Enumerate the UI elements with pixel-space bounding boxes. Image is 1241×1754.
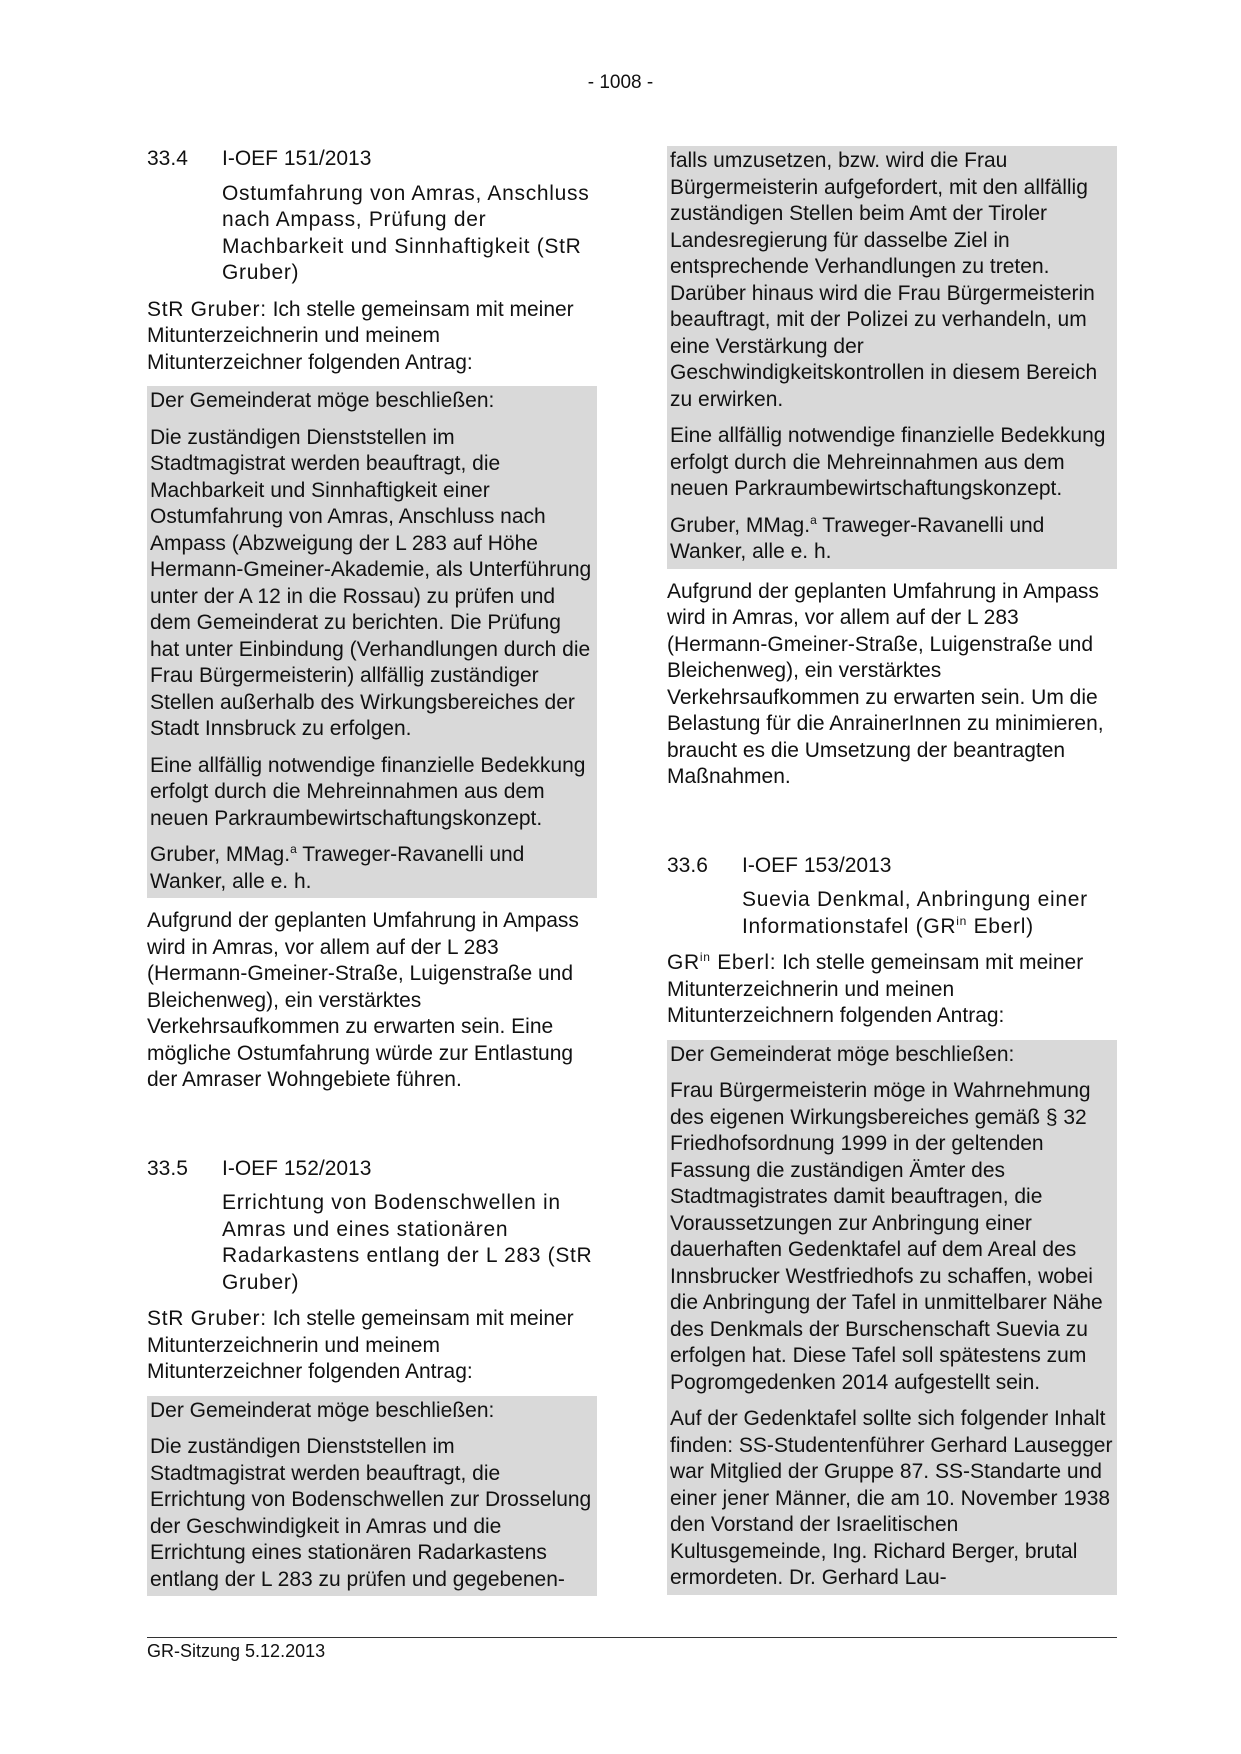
signers	[667, 511, 1117, 569]
speaker-name: StR Gruber:	[147, 1307, 267, 1330]
motion-body: Die zuständigen Dienststellen im Stadtmagistrat werden beauftragt, die Errichtung von Bodenschwellen zur Drosselung der Geschwindigkeit in Amras und die Errichtung eines stationären Radarkastens entlang der L 283 zu prüfen und gegebenen-	[150, 1435, 592, 1591]
right-column	[667, 146, 1117, 1595]
speaker-part: GR	[667, 951, 700, 974]
justification: Aufgrund der geplanten Umfahrung in Ampass wird in Amras, vor allem auf der L 283 (Hermann-Gmeiner-Straße, Luigenstraße und Bleichenweg), ein verstärktes Verkehrsaufkommen zu erwarten sein. Um die Belastung für die AnrainerInnen zu minimieren, braucht es die Umsetzung der beantragten Maßnahmen.	[667, 579, 1104, 788]
item-code: I-OEF 153/2013	[742, 853, 892, 877]
motion-intro	[667, 950, 1117, 1030]
intro-text: Ich stelle gemeinsam mit meiner Mitunterzeichnerin und meinem Mitunterzeichner folgenden Antrag:	[147, 297, 574, 374]
title-part: Eberl)	[967, 914, 1034, 938]
footer-rule	[147, 1637, 1117, 1638]
motion-box	[667, 1040, 1117, 1595]
item-title: Ostumfahrung von Amras, Anschluss nach Ampass, Prüfung der Machbarkeit und Sinnhaftigkeit (StR Gruber)	[222, 181, 590, 284]
signers-part: Traweger-Ravanelli und Wanker, alle e. h.	[150, 843, 525, 893]
signers-part: Traweger-Ravanelli und Wanker, alle e. h.	[670, 513, 1045, 563]
intro-text: Ich stelle gemeinsam mit meiner Mitunterzeichnerin und meinem Mitunterzeichner folgenden Antrag:	[147, 1307, 574, 1383]
item-title	[667, 887, 1117, 940]
speaker-part: Eberl:	[710, 951, 777, 974]
motion-box	[147, 386, 597, 898]
footer-text: GR-Sitzung 5.12.2013	[147, 1641, 326, 1661]
signers-superscript: a	[290, 842, 297, 856]
item-heading-33-5	[147, 1156, 597, 1183]
item-title: Errichtung von Bodenschwellen in Amras und eines stationären Radarkastens entlang der L 283 (StR Gruber)	[222, 1191, 593, 1294]
motion-heading: Der Gemeinderat möge beschließen:	[150, 1398, 495, 1422]
motion-body: Frau Bürgermeisterin möge in Wahrnehmung des eigenen Wirkungsbereiches gemäß § 32 Friedhofsordnung 1999 in der geltenden Fassung die zuständigen Ämter des Stadtmagistrates damit beauftragen, die Voraussetzungen zur Anbringung einer dauerhaften Gedenktafel auf dem Areal des Innsbrucker Westfriedhofs zu schaffen, wobei die Anbringung der Tafel in unmittelbarer Nähe des Denkmals der Burschenschaft Suevia zu erfolgen hat. Diese Tafel soll spätestens zum Pogromgedenken 2014 aufgestellt sein.	[670, 1079, 1103, 1394]
signers-superscript: a	[810, 512, 817, 527]
item-number: 33.4	[147, 147, 188, 170]
left-column	[147, 146, 597, 1596]
motion-box-continued	[667, 146, 1117, 569]
item-number: 33.6	[667, 853, 708, 877]
item-code: I-OEF 151/2013	[222, 147, 372, 170]
motion-intro	[147, 297, 597, 377]
funding-note: Eine allfällig notwendige finanzielle Bedekkung erfolgt durch die Mehreinnahmen aus dem neuen Parkraumbewirtschaftungskonzept.	[670, 424, 1106, 500]
signers-part: Gruber, MMag.	[150, 843, 291, 866]
justification: Aufgrund der geplanten Umfahrung in Ampass wird in Amras, vor allem auf der L 283 (Hermann-Gmeiner-Straße, Luigenstraße und Bleichenweg), ein verstärktes Verkehrsaufkommen zu erwarten sein. Eine mögliche Ostumfahrung würde zur Entlastung der Amraser Wohngebiete führen.	[147, 909, 579, 1091]
speaker-superscript: in	[699, 950, 711, 964]
speaker-name: StR Gruber:	[147, 297, 267, 321]
motion-intro	[147, 1306, 597, 1386]
page-number: - 1008 -	[587, 72, 654, 93]
motion-heading: Der Gemeinderat möge beschließen:	[150, 389, 495, 412]
intro-text: Ich stelle gemeinsam mit meiner Mitunterzeichnerin und meinen Mitunterzeichnern folgenden Antrag:	[667, 951, 1084, 1027]
item-heading-33-4	[147, 146, 597, 173]
item-number: 33.5	[147, 1156, 188, 1180]
speaker-name	[667, 951, 776, 974]
title-superscript: in	[956, 913, 968, 928]
motion-body-continued: falls umzusetzen, bzw. wird die Frau Bürgermeisterin aufgefordert, mit den allfällig zuständigen Stellen beim Amt der Tiroler Landesregierung für dasselbe Ziel in entsprechende Verhandlungen zu treten. Darüber hinaus wird die Frau Bürgermeisterin beauftragt, mit der Polizei zu verhandeln, um eine Verstärkung der Geschwindigkeitskontrollen in diesem Bereich zu erwirken.	[670, 149, 1098, 411]
item-code: I-OEF 152/2013	[222, 1156, 372, 1180]
funding-note: Eine allfällig notwendige finanzielle Bedekkung erfolgt durch die Mehreinnahmen aus dem neuen Parkraumbewirtschaftungskonzept.	[150, 753, 586, 830]
motion-box	[147, 1396, 597, 1597]
item-heading-33-6	[667, 853, 1117, 880]
motion-body: Die zuständigen Dienststellen im Stadtmagistrat werden beauftragt, die Machbarkeit und Sinnhaftigkeit einer Ostumfahrung von Amras, Anschluss nach Ampass (Abzweigung der L 283 auf Höhe Hermann-Gmeiner-Akademie, als Unterführung unter der A 12 in die Rossau) zu prüfen und dem Gemeinderat zu berichten. Die Prüfung hat unter Einbindung (Verhandlungen durch die Frau Bürgermeisterin) allfällig zuständiger Stellen außerhalb des Wirkungsbereiches der Stadt Innsbruck zu erfolgen.	[150, 425, 592, 740]
motion-body: Auf der Gedenktafel sollte sich folgender Inhalt finden: SS-Studentenführer Gerhard Lausegger war Mitglied der Gruppe 87. SS-Standarte und einer jener Männer, die am 10. November 1938 den Vorstand der Israelitischen Kultusgemeinde, Ing. Richard Berger, brutal ermordeten. Dr. Gerhard Lau-	[670, 1407, 1113, 1589]
title-part: Suevia Denkmal, Anbringung einer Informationstafel (GR	[742, 888, 1088, 938]
signers-part: Gruber, MMag.	[670, 513, 811, 537]
signers	[147, 840, 597, 898]
motion-heading: Der Gemeinderat möge beschließen:	[670, 1042, 1015, 1066]
